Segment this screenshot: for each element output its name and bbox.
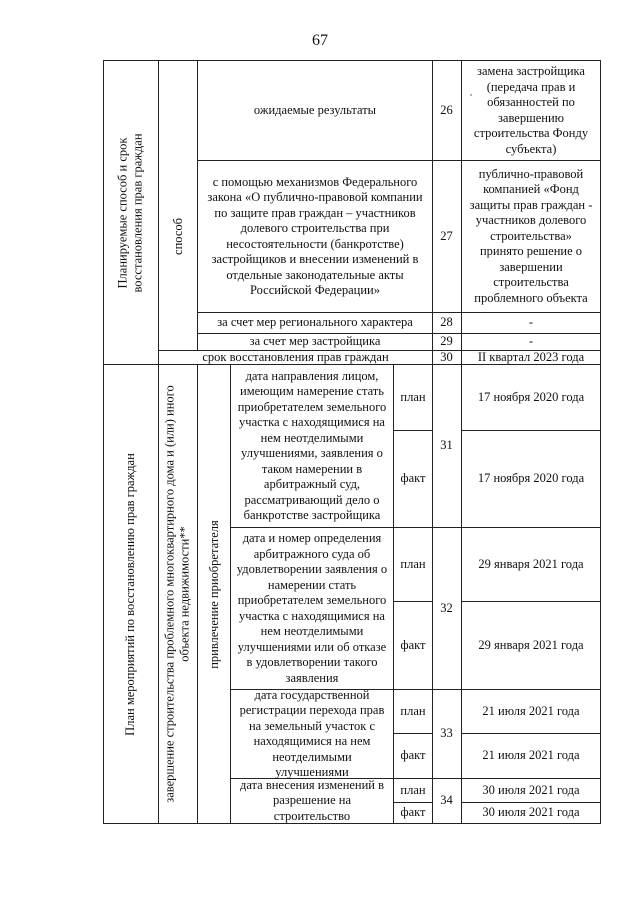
row34-label: дата внесения изменений в разрешение на строительство	[239, 777, 385, 823]
row33-plan-label: план	[400, 703, 426, 718]
row28-label: за счет мер регионального характера	[217, 315, 413, 330]
row34-fact-label: факт	[400, 805, 426, 820]
row28-value: -	[528, 315, 534, 330]
row32-plan-label: план	[400, 556, 426, 571]
row28-num: 28	[440, 315, 453, 330]
block1-title: Планируемые способ и срок восстановления прав граждан	[115, 132, 145, 293]
row29-value: -	[528, 334, 534, 349]
row31-num: 31	[440, 438, 453, 453]
row31-plan-label: план	[400, 389, 426, 404]
row27-label: с помощью механизмов Федерального закона «О публично-правовой компании по защите прав граждан – участников долевого строительства при несостоятельности (банкротстве) застройщиков и внесении изменений в отдельные законодательные акты Российской Федерации»	[207, 174, 423, 297]
row32-fact-value: 29 января 2021 года	[478, 637, 584, 652]
row33-plan-value: 21 июля 2021 года	[482, 703, 580, 718]
row26-value: замена застройщика (передача прав и обязанностей по завершению строительства Фонду субъекта)	[473, 64, 589, 156]
row29-num: 29	[440, 334, 453, 349]
row31-label: дата направления лицом, имеющим намерение стать приобретателем земельного участка с находящимися на нем неотделимыми улучшениями, заявления о таком намерении в арбитражный суд, рассматривающий дело о банкротстве застройщика	[237, 368, 387, 522]
page-number: 67	[312, 32, 328, 49]
row33-num: 33	[440, 726, 453, 741]
row30-value: II квартал 2023 года	[477, 349, 585, 364]
row32-label: дата и номер определения арбитражного суда об удовлетворении заявления о намерении стать приобретателем земельного участка с находящимися на нем неотделимыми улучшениями или об отказе в удовлетворении такого заявления	[236, 531, 388, 685]
row31-fact-label: факт	[400, 471, 426, 486]
row34-plan-label: план	[400, 782, 426, 797]
row32-fact-label: факт	[400, 637, 426, 652]
row30-num: 30	[440, 349, 453, 364]
row31-fact-value: 17 ноября 2020 года	[477, 471, 585, 486]
row34-num: 34	[440, 793, 453, 808]
row33-label: дата государственной регистрации перехода прав на земельный участок с находящимися на нем неотделимыми улучшениями	[239, 687, 385, 779]
row34-plan-value: 30 июля 2021 года	[482, 782, 580, 797]
row27-num: 27	[440, 228, 453, 243]
row32-num: 32	[440, 600, 453, 615]
row34-fact-value: 30 июля 2021 года	[482, 805, 580, 820]
completion-label: завершение строительства проблемного многоквартирного дома и (или) иного объекта недвижимости**	[163, 385, 192, 803]
buyer-label: привлечение приобретателя	[206, 519, 221, 669]
row26-num: 26	[440, 102, 453, 117]
row26-label: ожидаемые результаты	[253, 102, 377, 117]
block2-title: План мероприятий по восстановлению прав граждан	[123, 452, 137, 736]
row31-plan-value: 17 ноября 2020 года	[477, 389, 585, 404]
row29-label: за счет мер застройщика	[249, 334, 381, 349]
row27-value: публично-правовой компанией «Фонд защиты прав граждан - участников долевого строительства» принято решение о завершении строительства проблемного объекта	[469, 166, 593, 305]
row32-plan-value: 29 января 2021 года	[478, 556, 584, 571]
row30-label: срок восстановления прав граждан	[202, 349, 389, 364]
method-label: способ	[170, 218, 185, 255]
row33-fact-value: 21 июля 2021 года	[482, 748, 580, 763]
row33-fact-label: факт	[400, 748, 426, 763]
